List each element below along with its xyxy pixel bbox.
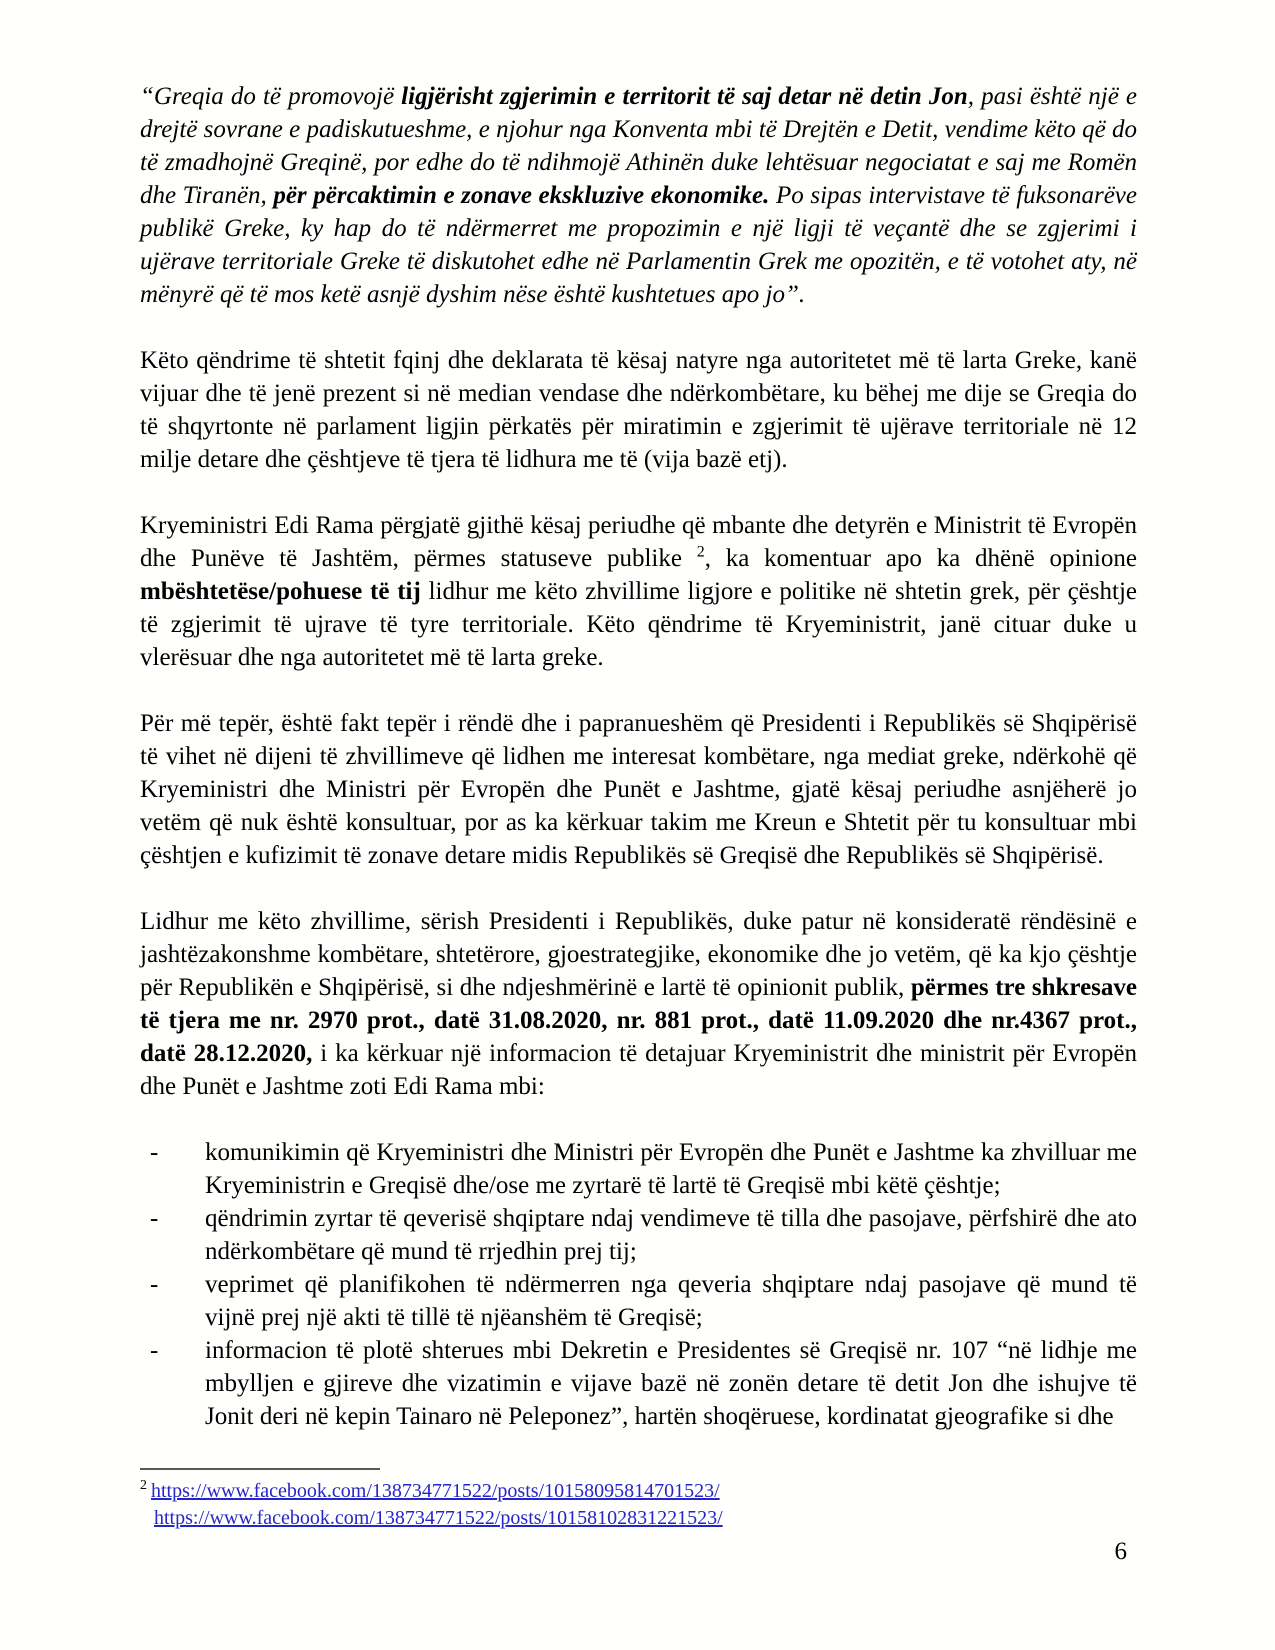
page-content	[140, 80, 1137, 1433]
footnote-separator	[140, 1468, 380, 1470]
dash-bullet: -	[150, 1271, 159, 1298]
dash-bullet: -	[150, 1139, 159, 1166]
quoted-paragraph: “Greqia do të promovojë ligjërisht zgjerimin e territorit të saj detar në detin Jon, pasi është një e drejtë sovrane e padiskutueshme, e njohur nga Konventa mbi të Drejtën e Detit, vendime këto që do të zmadhojnë Greqinë, por edhe do të ndihmojë Athinën duke lehtësuar negociatat e saj me Romën dhe Tiranën, për përcaktimin e zonave ekskluzive ekonomike. Po sipas intervistave të fuksonarëve publikë Greke, ky hap do të ndërmerret me propozimin e një ligji të veçantë dhe se zgjerimi i ujërave territoriale Greke të diskutohet edhe në Parlamentin Grek me opozitën, e të votohet aty, në mënyrë që të mos ketë asnjë dyshim nëse është kushtetues apo jo”.	[140, 83, 1137, 308]
list-item-text: qëndrimin zyrtar të qeverisë shqiptare ndaj vendimeve të tilla dhe pasojave, përfshirë dhe ato ndërkombëtare që mund të rrjedhin prej tij;	[205, 1205, 1137, 1265]
list-item-text: veprimet që planifikohen të ndërmerren nga qeveria shqiptare ndaj pasojave që mund të vijnë prej një akti të tillë të njëanshëm të Greqisë;	[205, 1271, 1137, 1331]
footnote-marker: 2	[140, 1478, 147, 1494]
paragraph-three-letters: Lidhur me këto zhvillime, sërish Presidenti i Republikës, duke patur në konsideratë rëndësinë e jashtëzakonshme kombëtare, shtetërore, gjoestrategjike, ekonomike dhe jo vetëm, që ka kjo çështje për Republikën e Shqipërisë, si dhe ndjeshmërinë e lartë të opinionit publik, përmes tre shkresave të tjera me nr. 2970 prot., datë 31.08.2020, nr. 881 prot., datë 11.09.2020 dhe nr.4367 prot., datë 28.12.2020, i ka kërkuar një informacion të detajuar Kryeministrit dhe ministrit për Evropën dhe Punët e Jashtme zoti Edi Rama mbi:	[140, 908, 1137, 1100]
dash-bullet: -	[150, 1205, 159, 1232]
dash-bullet: -	[150, 1337, 159, 1364]
request-list	[140, 1136, 1137, 1433]
footnote-line-2	[154, 1505, 1137, 1532]
footnote-section	[140, 1468, 1137, 1532]
page-number: 6	[1114, 1538, 1127, 1565]
paragraph-greek-positions: Këto qëndrime të shtetit fqinj dhe deklarata të kësaj natyre nga autoritetet më të larta Greke, kanë vijuar dhe të jenë prezent si në median vendase dhe ndërkombëtare, ku bëhej me dije se Greqia do të shqyrtonte në parlament ligjin përkatës për miratimin e zgjerimit të ujërave territoriale në 12 milje detare dhe çështjeve të tjera të lidhura me të (vija bazë etj).	[140, 347, 1137, 473]
list-item-planned-actions	[140, 1268, 1137, 1334]
list-item-official-position	[140, 1202, 1137, 1268]
footnote-line-1	[140, 1478, 1137, 1505]
footnote-link-2[interactable]: https://www.facebook.com/138734771522/posts/10158102831221523/	[154, 1507, 723, 1529]
footnote-link-1[interactable]: https://www.facebook.com/138734771522/posts/10158095814701523/	[151, 1480, 720, 1502]
paragraph-president-not-consulted: Për më tepër, është fakt tepër i rëndë dhe i papranueshëm që Presidenti i Republikës së Shqipërisë të vihet në dijeni të zhvillimeve që lidhen me interesat kombëtare, nga mediat greke, ndërkohë që Kryeministri dhe Ministri për Evropën dhe Punët e Jashtme, gjatë kësaj periudhe asnjëherë jo vetëm që nuk është konsultuar, por as ka kërkuar takim me Kreun e Shtetit për tu konsultuar mbi çështjen e kufizimit të zonave detare midis Republikës së Greqisë dhe Republikës së Shqipërisë.	[140, 710, 1137, 869]
list-item-decree-info	[140, 1334, 1137, 1433]
paragraph-kryeministri-statuses: Kryeministri Edi Rama përgjatë gjithë kësaj periudhe që mbante dhe detyrën e Ministrit të Evropën dhe Punëve të Jashtëm, përmes statuseve publike $^2$, ka komentuar apo ka dhënë opinione mbështetëse/pohuese të tij lidhur me këto zhvillime ligjore e politike në shtetin grek, për çështje të zgjerimit të ujrave të tyre territoriale. Këto qëndrime të Kryeministrit, janë cituar duke u vlerësuar dhe nga autoritetet më të larta greke.	[140, 512, 1137, 671]
list-item-communication	[140, 1136, 1137, 1202]
list-item-text: komunikimin që Kryeministri dhe Ministri për Evropën dhe Punët e Jashtme ka zhvilluar me Kryeministrin e Greqisë dhe/ose me zyrtarë të lartë të Greqisë mbi këtë çështje;	[205, 1139, 1137, 1199]
list-item-text: informacion të plotë shterues mbi Dekretin e Presidentes së Greqisë nr. 107 “në lidhje me mbylljen e gjireve dhe vizatimin e vijave bazë në zonën detare të detit Jon dhe ishujve të Jonit deri në kepin Tainaro në Peleponez”, hartën shoqëruese, kordinatat gjeografike si dhe	[205, 1337, 1137, 1430]
